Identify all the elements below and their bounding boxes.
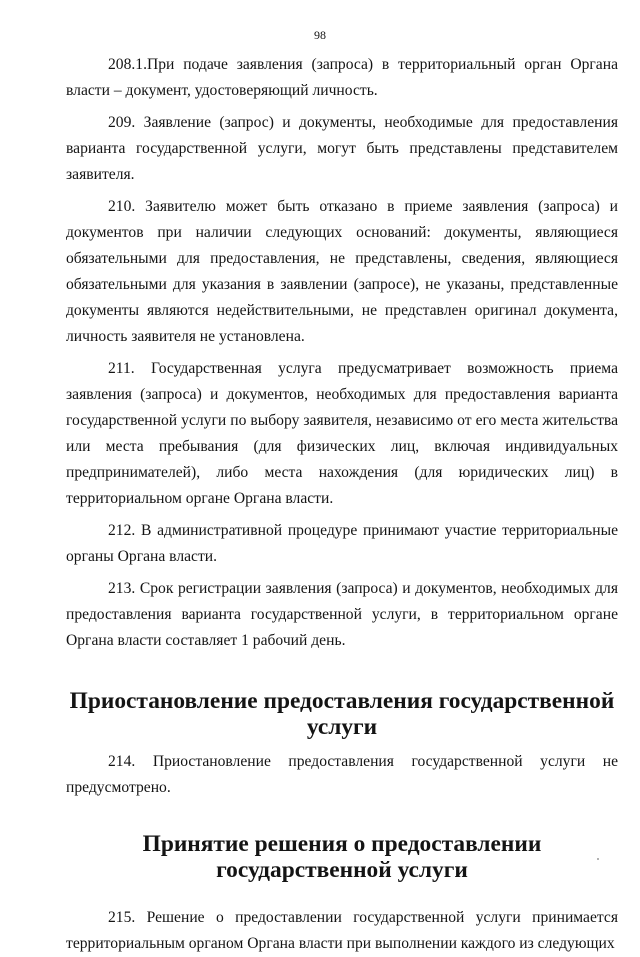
paragraph-212: 212. В административной процедуре принимают участие территориальные органы Органа власти. xyxy=(66,522,618,565)
paragraph-213: 213. Срок регистрации заявления (запроса) и документов, необходимых для предоставления варианта государственной услуги, в территориальном органе Органа власти составляет 1 рабочий день. xyxy=(66,580,618,649)
paragraph-215: 215. Решение о предоставлении государственной услуги принимается территориальным органом Органа власти при выполнении каждого из следующих xyxy=(66,909,618,952)
section-heading-suspension: Приостановление предоставления государственной услуги xyxy=(69,688,615,740)
scan-speck xyxy=(597,858,599,860)
paragraph-211: 211. Государственная услуга предусматривает возможность приема заявления (запроса) и документов, необходимых для предоставления варианта государственной услуги по выбору заявителя, независимо от его места жительства или места пребывания (для физических лиц, включая индивидуальных предпринимателей), либо места нахождения (для юридических лиц) в территориальном органе Органа власти. xyxy=(66,360,618,507)
section-heading-decision: Принятие решения о предоставлении государственной услуги xyxy=(142,831,542,883)
paragraph-214: 214. Приостановление предоставления государственной услуги не предусмотрено. xyxy=(66,753,618,796)
paragraph-208-1: 208.1.При подаче заявления (запроса) в территориальный орган Органа власти – документ, удостоверяющий личность. xyxy=(66,56,618,99)
page-content xyxy=(66,52,618,957)
page-number: 98 xyxy=(314,28,326,42)
paragraph-209: 209. Заявление (запрос) и документы, необходимые для предоставления варианта государственной услуги, могут быть представлены представителем заявителя. xyxy=(66,114,618,183)
paragraph-210: 210. Заявителю может быть отказано в приеме заявления (запроса) и документов при наличии следующих оснований: документы, являющиеся обязательными для предоставления, не представлены, сведения, являющиеся обязательными для указания в заявлении (запросе), не указаны, представленные документы являются недействительными, не представлен оригинал документа, личность заявителя не установлена. xyxy=(66,198,618,345)
